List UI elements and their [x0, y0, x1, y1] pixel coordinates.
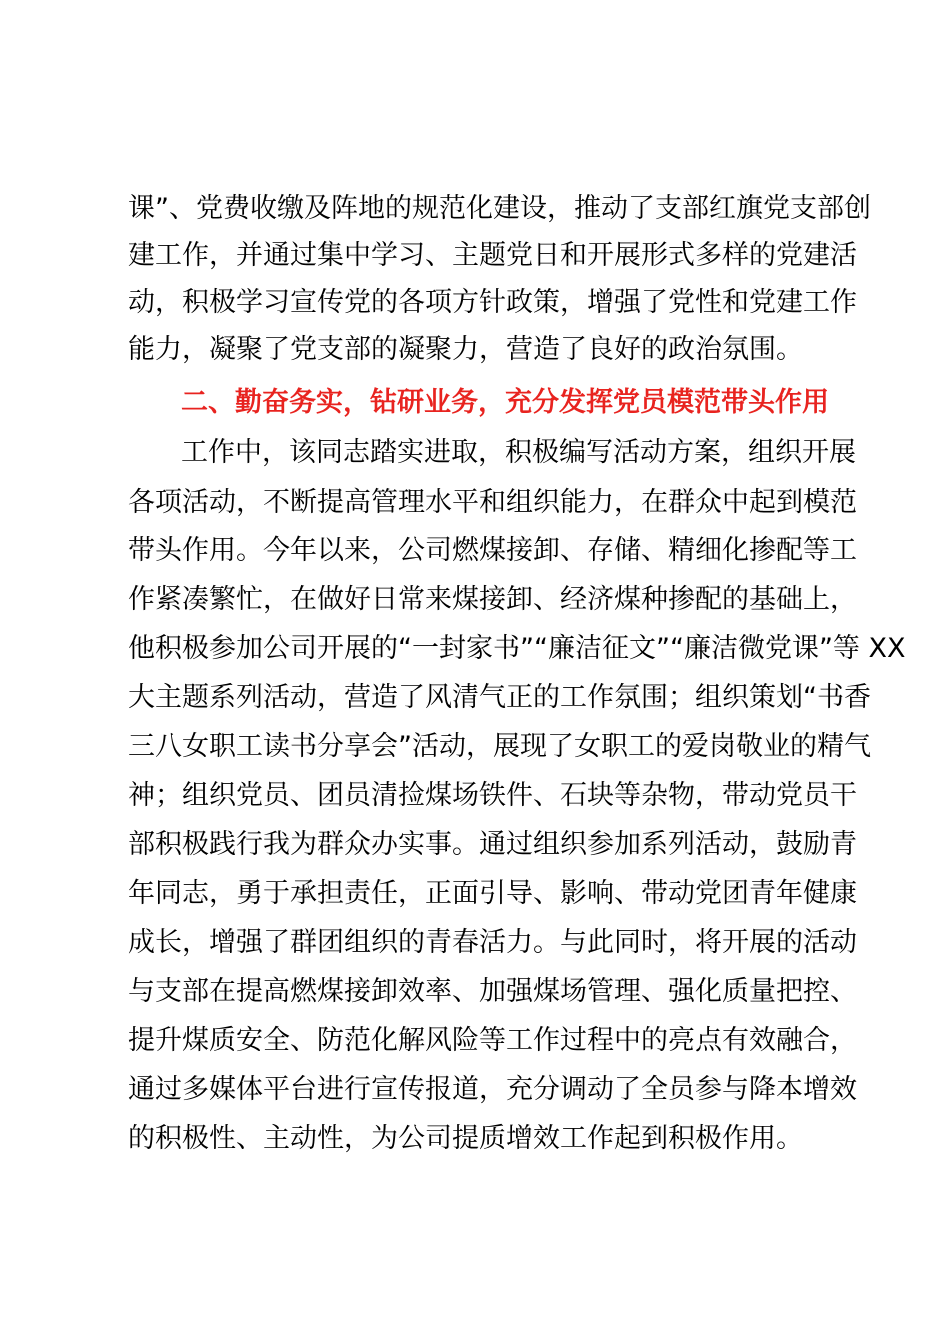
paragraph-line: 课”、党费收缴及阵地的规范化建设，推动了支部红旗党支部创 — [128, 193, 871, 224]
paragraph-line: 带头作用。今年以来，公司燃煤接卸、存储、精细化掺配等工 — [128, 535, 857, 566]
paragraph-line: 能力，凝聚了党支部的凝聚力，营造了良好的政治氛围。 — [128, 334, 803, 365]
paragraph-line: 成长，增强了群团组织的青春活力。与此同时，将开展的活动 — [128, 927, 857, 958]
paragraph-line: 各项活动，不断提高管理水平和组织能力，在群众中起到模范 — [128, 487, 857, 518]
paragraph-line: 部积极践行我为群众办实事。通过组织参加系列活动，鼓励青 — [128, 829, 857, 860]
paragraph-line: 的积极性、主动性，为公司提质增效工作起到积极作用。 — [128, 1123, 803, 1154]
paragraph-line: 三八女职工读书分享会”活动，展现了女职工的爱岗敬业的精气 — [128, 731, 871, 762]
paragraph-line: 通过多媒体平台进行宣传报道，充分调动了全员参与降本增效 — [128, 1074, 857, 1105]
section-heading: 二、勤奋务实，钻研业务，充分发挥党员模范带头作用 — [181, 387, 829, 418]
paragraph-line: 建工作，并通过集中学习、主题党日和开展形式多样的党建活 — [128, 240, 857, 271]
paragraph-line: 他积极参加公司开展的“一封家书”“廉洁征文”“廉洁微党课”等 XX — [128, 633, 906, 664]
paragraph-line: 工作中，该同志踏实进取，积极编写活动方案，组织开展 — [181, 437, 856, 468]
paragraph-line: 提升煤质安全、防范化解风险等工作过程中的亮点有效融合， — [128, 1025, 857, 1056]
paragraph-line: 年同志，勇于承担责任，正面引导、影响、带动党团青年健康 — [128, 878, 857, 909]
paragraph-line: 大主题系列活动，营造了风清气正的工作氛围；组织策划“书香 — [128, 682, 871, 713]
paragraph-line: 作紧凑繁忙，在做好日常来煤接卸、经济煤种掺配的基础上， — [128, 584, 857, 615]
paragraph-line: 神；组织党员、团员清捡煤场铁件、石块等杂物，带动党员干 — [128, 780, 857, 811]
paragraph-line: 动，积极学习宣传党的各项方针政策，增强了党性和党建工作 — [128, 287, 857, 318]
paragraph-line: 与支部在提高燃煤接卸效率、加强煤场管理、强化质量把控、 — [128, 976, 857, 1007]
